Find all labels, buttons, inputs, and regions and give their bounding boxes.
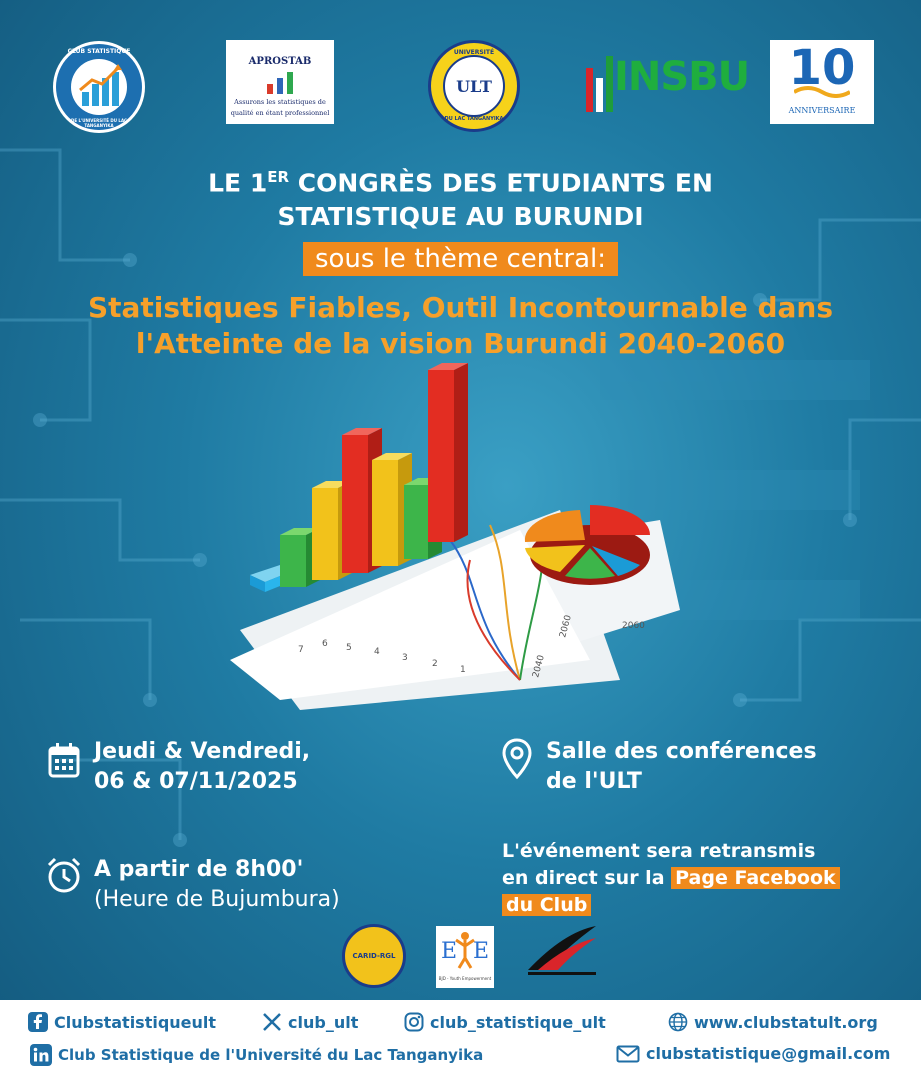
aprostab-tagline-2: qualité en étant professionnel (230, 109, 330, 117)
illustration-axis-label: 5 (346, 643, 352, 653)
livestream-line-2 (502, 865, 840, 892)
central-theme (30, 290, 891, 362)
livestream-line-3 (502, 892, 840, 919)
location-pin-icon (502, 738, 532, 780)
footer-instagram[interactable] (404, 1012, 606, 1032)
x-icon (262, 1012, 282, 1032)
event-date (94, 737, 310, 797)
event-venue (546, 737, 817, 797)
ult-seal-letters: ULT (456, 76, 492, 96)
facebook-page-highlight: Page Facebook (671, 867, 840, 889)
footer-linkedin[interactable] (30, 1044, 483, 1066)
anniversary-label: ANNIVERSAIRE (788, 106, 856, 115)
theme-line-1: Statistiques Fiables, Outil Incontournable dans (87, 291, 834, 324)
ult-seal-inner (443, 55, 505, 117)
illustration-axis-label: 1 (460, 665, 466, 675)
insbu-name: INSBU (614, 54, 750, 100)
illustration-axis-label: 3 (402, 653, 408, 663)
club-logo-bottom-text: DE L'UNIVERSITÉ DU LAC TANGANYIKA (71, 118, 127, 128)
illustration-year-label: 2060 (558, 614, 574, 639)
yes-youth-figure-icon (436, 926, 494, 974)
carid-rgl-logo (342, 924, 406, 988)
footer-facebook[interactable] (28, 1012, 216, 1032)
insbu-logo (586, 48, 750, 118)
illustration-year-label: 2060 (622, 621, 645, 631)
event-date-days: Jeudi & Vendredi, (94, 739, 311, 764)
congress-title (0, 160, 921, 234)
partner-logos-row (0, 40, 921, 130)
aprostab-chart-icon (264, 70, 298, 96)
partner-swoosh-logo (524, 922, 600, 984)
x-handle: club_ult (288, 1012, 359, 1032)
statistics-illustration (220, 360, 700, 740)
event-venue-line-1: Salle des conférences (546, 739, 817, 764)
illustration-axis-label: 4 (374, 647, 380, 657)
illustration-year-label: 2040 (531, 654, 547, 679)
ult-seal-top-text: UNIVERSITÉ (453, 49, 495, 56)
title-suffix: CONGRÈS DES ETUDIANTS EN (289, 168, 713, 198)
title-prefix: LE 1 (208, 168, 268, 198)
event-time (94, 855, 340, 915)
event-timezone: (Heure de Bujumbura) (94, 887, 340, 912)
livestream-line-1: L'événement sera retransmis (502, 840, 816, 862)
title-line-1 (0, 160, 921, 200)
linkedin-icon (30, 1044, 52, 1066)
footer-website[interactable] (668, 1012, 878, 1032)
insbu-flag-bars-icon (586, 56, 616, 112)
title-line-2: STATISTIQUE AU BURUNDI (277, 202, 644, 232)
svg-text:E: E (441, 939, 458, 964)
illustration-axis-label: 7 (298, 645, 304, 655)
facebook-handle: Clubstatistiqueult (54, 1012, 217, 1032)
yes-youth-label: BJD - Youth Empowerment (438, 976, 492, 981)
event-date-dates: 06 & 07/11/2025 (94, 769, 298, 794)
illustration-axis-label: 6 (322, 639, 328, 649)
aprostab-name: APROSTAB (248, 56, 312, 67)
livestream-notice (502, 838, 840, 919)
instagram-icon (404, 1012, 424, 1032)
ult-seal-bottom-text: DU LAC TANGANYIKA (444, 116, 504, 122)
website-url: www.clubstatult.org (694, 1012, 878, 1032)
facebook-icon (28, 1012, 48, 1032)
event-start-time: A partir de 8h00' (94, 857, 304, 882)
subtitle-wrap (0, 242, 921, 276)
club-logo-top-text: CLUB STATISTIQUE (67, 48, 131, 55)
theme-subtitle-banner: sous le thème central: (303, 242, 618, 276)
contact-footer (0, 1000, 921, 1080)
illustration-axis-label: 2 (432, 659, 438, 669)
instagram-handle: club_statistique_ult (430, 1012, 606, 1032)
club-highlight: du Club (502, 894, 591, 916)
globe-icon (668, 1012, 688, 1032)
anniversary-logo (770, 40, 874, 124)
yes-youth-logo (436, 926, 494, 988)
footer-email[interactable] (616, 1044, 890, 1063)
anniversary-number: 10 (788, 40, 856, 96)
ult-seal-logo (428, 40, 520, 132)
theme-line-2: l'Atteinte de la vision Burundi 2040-2060 (135, 327, 786, 360)
linkedin-name: Club Statistique de l'Université du Lac Tanganyika (58, 1046, 484, 1064)
anniversary-wave-icon (794, 84, 850, 98)
email-icon (616, 1045, 640, 1063)
footer-x[interactable] (262, 1012, 358, 1032)
aprostab-logo (226, 40, 334, 124)
club-statistique-logo (52, 40, 146, 134)
email-address: clubstatistique@gmail.com (646, 1044, 891, 1063)
svg-text:E: E (473, 939, 490, 964)
livestream-prefix: en direct sur la (502, 867, 672, 889)
calendar-icon (48, 742, 80, 778)
carid-rgl-label: CARID-RGL (352, 952, 396, 960)
event-venue-line-2: de l'ULT (546, 769, 642, 794)
alarm-clock-icon (46, 856, 82, 894)
aprostab-tagline-1: Assurons les statistiques de (234, 98, 326, 106)
title-superscript: ER (267, 168, 290, 186)
